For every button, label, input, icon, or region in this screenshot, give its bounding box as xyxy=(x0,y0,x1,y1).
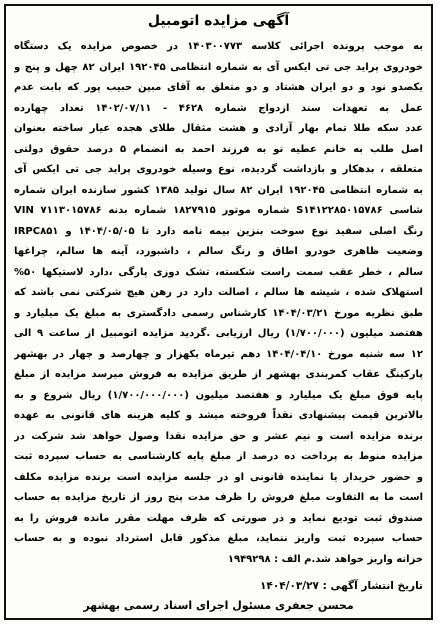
body-line: صندوق ثبت تودیع نماید و در صورتی که ظرف مهلت مقرر مانده فروش را به xyxy=(14,512,423,524)
body-line: اصل طلب به خانم عطیه تو به فرزند احمد به انضمام ۵ درصد حقوق دولتی xyxy=(14,143,423,155)
body-line: شاسی S۱۴۱۲۲۸۵۰۱۵۷۸۶ شماره موتور ۱۸۲۷۹۱۵ شماره بدنه VIN ۷۱۱۳۰۱۵۷۸۶ xyxy=(14,205,423,216)
body-line: استهلاک شده ، شیشه ها سالم ، اصالت دارد در رهن هیچ شرکتی نمی باشد که xyxy=(14,287,423,298)
body-line: طبق نظریه مورخ ۱۴۰۴/۰۳/۲۱ کارشناس رسمی دادگستری به مبلغ یک میلیارد و xyxy=(14,307,423,319)
body-line: عدد سکه طلا تمام بهار آزادی و هشت مثقال طلای هجده عیار ساخته بعنوان xyxy=(14,123,423,134)
notice-title: آگهی مزایده اتومبیل xyxy=(147,13,290,29)
notice-frame xyxy=(4,4,433,620)
body-line: خودروی پراید جی تی ایکس آی به شماره انتظامی ۱۹۲۰۴۵ ایران ۸۲ چهل و پنج و xyxy=(14,61,423,73)
body-line: و حضور خریدار یا نماینده قانونی او در جلسه مزایده است برنده مزایده مکلف xyxy=(14,471,423,483)
body-line: حساب سپرده ثبت واریز ننماید، مبلغ مذکور قابل استرداد نبوده و به حساب xyxy=(14,533,423,544)
body-line-last: خزانه واریز خواهد شد.م الف : ۱۹۴۹۲۹۸ xyxy=(227,553,423,565)
publish-date: تاریخ انتشار آگهی : ۱۴۰۴/۰۳/۲۷ xyxy=(260,580,423,592)
notice-body xyxy=(14,37,423,570)
body-line: مزایده منوط به پرداخت ده درصد از مبلغ پایه کارشناسی به حساب سپرده ثبت xyxy=(14,451,423,462)
notice-footer xyxy=(14,576,423,616)
body-line: برنده مزایده است و نیم عشر و حق مزایده نقدا وصول خواهد شد شرکت در xyxy=(14,430,423,442)
body-line: بالاترین قیمت پیشنهادی نقداً فروخته میشد و کلیه هزینه های قانونی به عهده xyxy=(14,410,423,421)
body-line: پارکینگ عقاب کمربندی بهشهر از طریق مزایده به فروش میرسد مزایده از مبلغ xyxy=(14,369,423,380)
body-line: است ما به التفاوت مبلغ فروش را ظرف مدت پنج روز از تاریخ مزایده به حساب xyxy=(14,492,423,503)
body-line: پایه فوق مبلغ یک میلیارد و هفتصد میلیون (۱/۷۰۰/۰۰۰/۰۰۰) ریال شروع و به xyxy=(14,389,423,401)
body-line: یکصدو نود و دو ایران هشتاد و دو متعلق به آقای مبین حبیب پور که بابت عدم xyxy=(14,82,423,93)
body-line: ۱۲ سه شنبه مورخ ۱۴۰۴/۰۴/۱۰ دهم تیرماه یکهزار و چهارصد و چهار در بهشهر xyxy=(14,348,423,360)
signature: محسن جعفری مسئول اجرای اسناد رسمی بهشهر xyxy=(83,599,354,612)
body-line: IRPC۸۵۱ رنگ اصلی سفید نوع سوخت بنزین بیمه نامه دارد تا ۱۴۰۴/۰۵/۰۵ و xyxy=(14,225,423,237)
body-line: وضعیت ظاهری خودرو اطاق و رنگ سالم ، داشبورد، آینه ها سالم، چراغها xyxy=(14,246,423,257)
body-line: متعلقه ، بدهکار و بازداشت گردیده، نوع وسیله خودروی پراید جی تی ایکس آی xyxy=(14,164,423,175)
body-line: به شماره انتظامی ۱۹۲۰۴۵ ایران ۸۲ سال تولید ۱۳۸۵ کشور سازنده ایران شماره xyxy=(14,184,423,196)
body-line: سالم ، خطر عقب سمت راست شکسته، تشک دوزی پارگی ،دارد لاستیکها ۵۰% xyxy=(14,266,423,278)
body-line: عمل به تعهدات سند ازدواج شماره ۴۶۲۸ - ۱۴۰۲/۰۷/۱۱ تعداد چهارده xyxy=(14,102,423,114)
body-line: هفتصد میلیون (۱/۷۰۰/۰۰۰) ریال ارزیابی .گردید مزایده اتومبیل از ساعت ۹ الی xyxy=(14,328,423,339)
body-line: به موجب پرونده اجرائی کلاسه ۱۴۰۳۰۰۷۷۳ در خصوص مزایده یک دستگاه xyxy=(14,41,423,52)
